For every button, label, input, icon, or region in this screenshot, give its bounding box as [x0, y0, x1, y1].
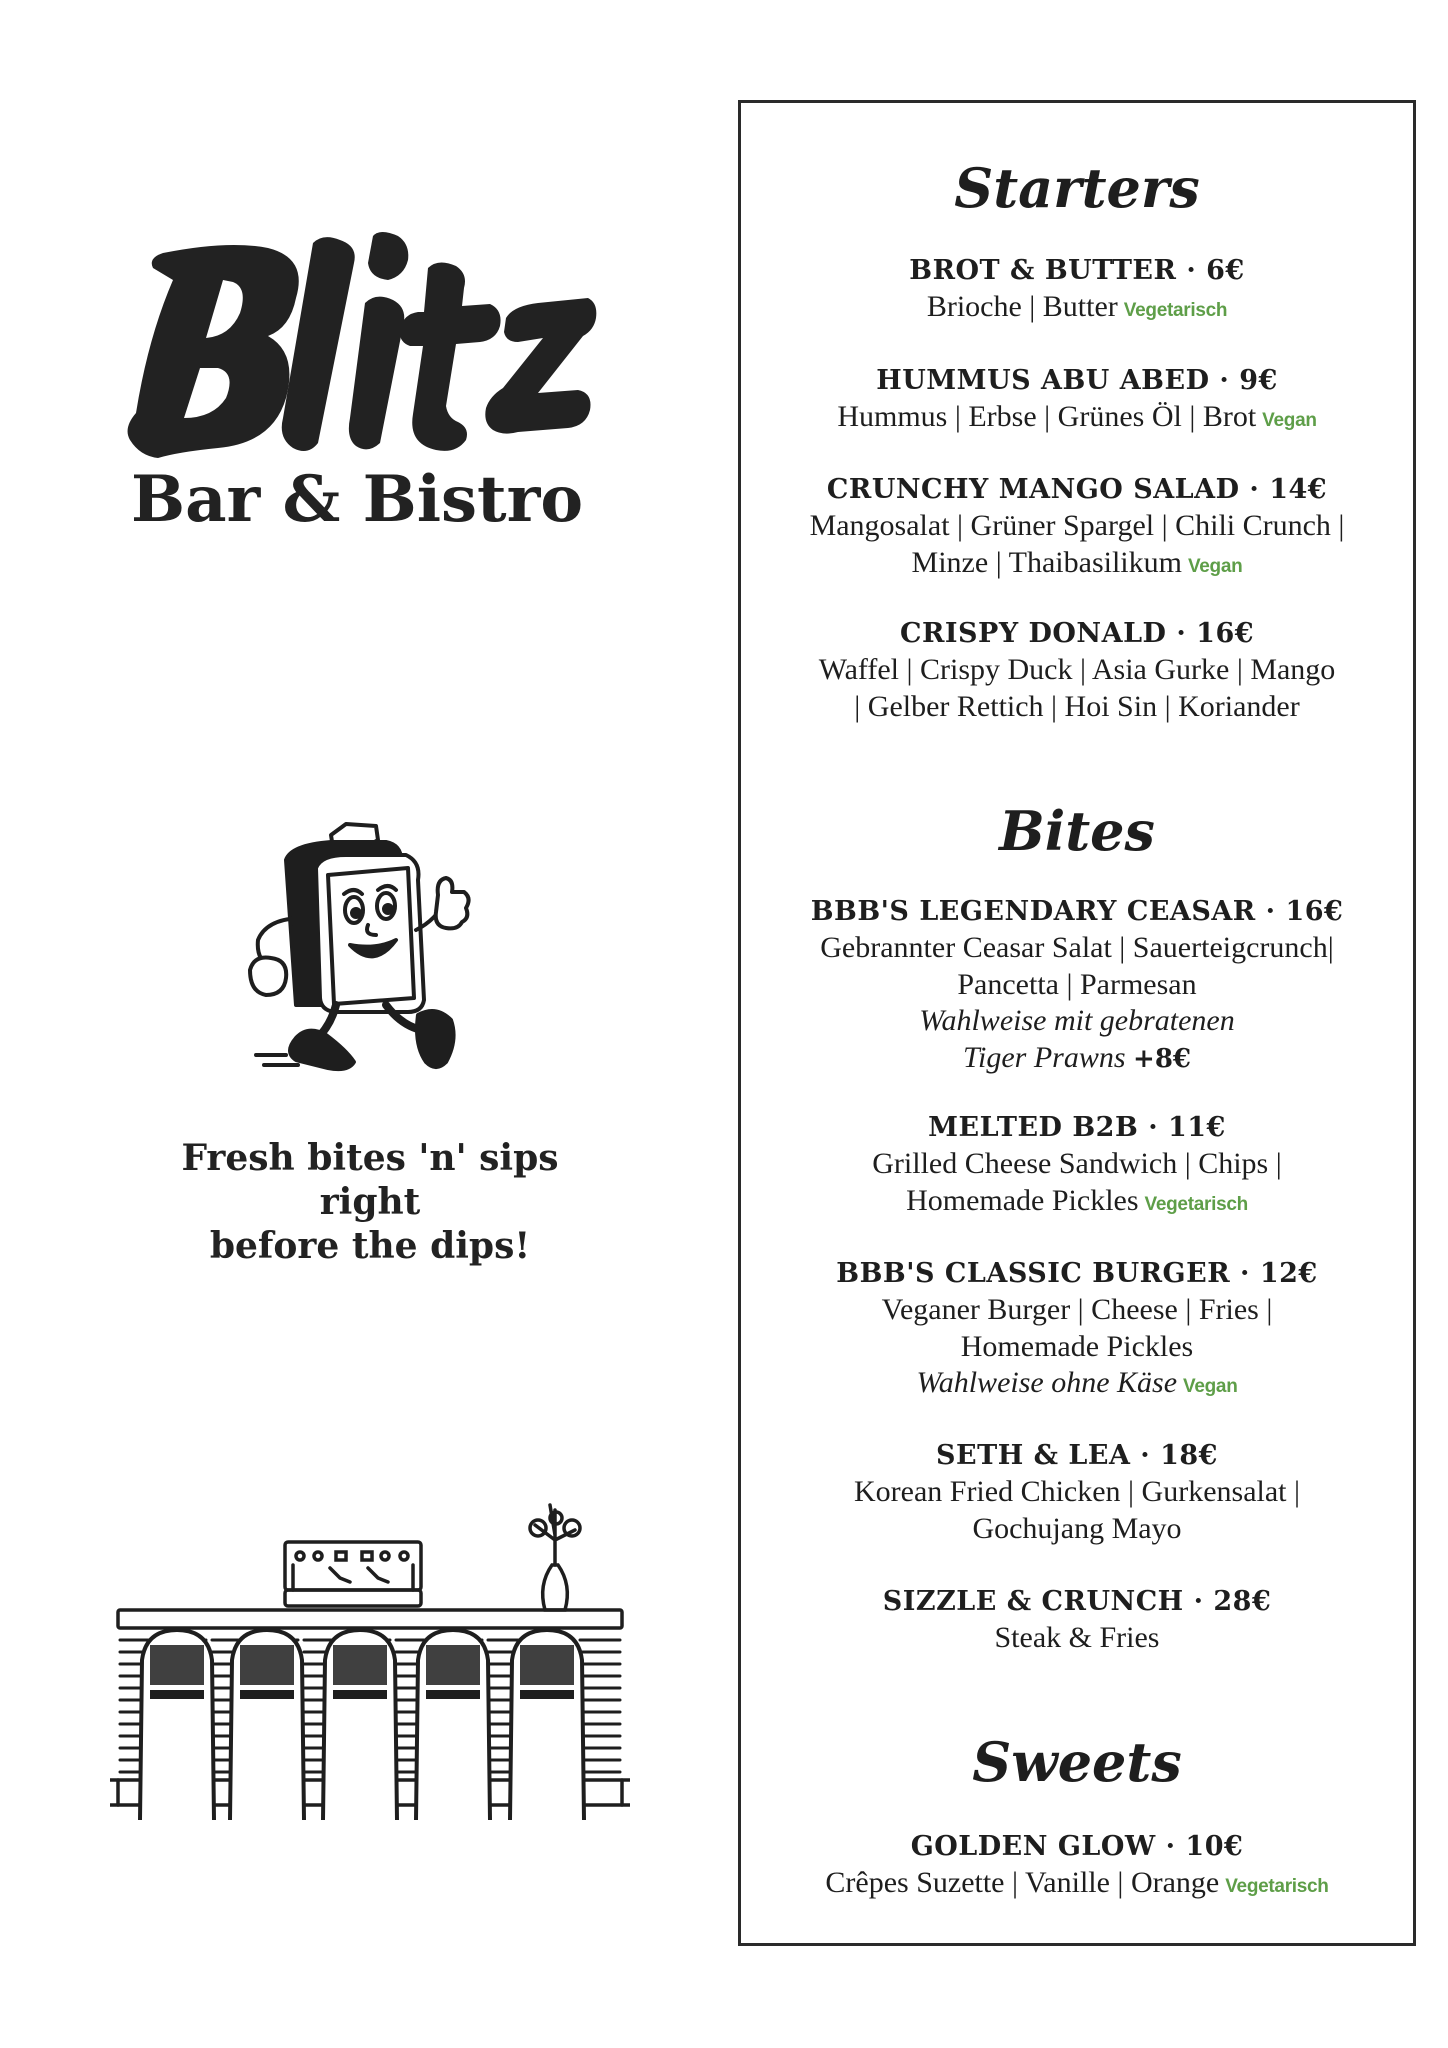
menu-item: [741, 1256, 1413, 1406]
item-description: Pancetta | Parmesan: [957, 967, 1197, 1001]
menu-item: [741, 1438, 1413, 1547]
menu-panel: [738, 100, 1416, 1946]
item-description: Hummus | Erbse | Grünes Öl | Brot Vegan: [837, 400, 1317, 433]
menu-item: [741, 1584, 1413, 1657]
menu-item: [741, 616, 1413, 725]
logo-subtitle: Bar & Bistro: [130, 462, 584, 537]
item-description: | Gelber Rettich | Hoi Sin | Koriander: [854, 689, 1300, 723]
item-description: Grilled Cheese Sandwich | Chips |: [872, 1147, 1282, 1180]
item-name: HUMMUS ABU ABED · 9€: [876, 365, 1278, 396]
item-name: BROT & BUTTER · 6€: [909, 255, 1245, 286]
section-title: Sweets: [972, 1730, 1182, 1794]
item-description: Gochujang Mayo: [972, 1511, 1182, 1545]
toast-mascot-illustration: [236, 800, 486, 1090]
item-description: Crêpes Suzette | Vanille | Orange Vegetarisch: [825, 1866, 1329, 1899]
diet-tag: Vegan: [1262, 410, 1317, 431]
section-starters: [741, 153, 1413, 223]
item-name: CRUNCHY MANGO SALAD · 14€: [826, 474, 1328, 505]
item-name: MELTED B2B · 11€: [928, 1112, 1226, 1143]
menu-item: [741, 472, 1413, 585]
item-description: Veganer Burger | Cheese | Fries |: [881, 1293, 1273, 1326]
menu-item: [741, 894, 1413, 1077]
item-description: Steak & Fries: [994, 1621, 1160, 1654]
diet-tag: Vegetarisch: [1123, 300, 1228, 321]
bar-counter-illustration: [110, 1490, 630, 1830]
menu-item: [741, 1110, 1413, 1223]
diet-tag: Vegetarisch: [1144, 1193, 1248, 1215]
section-sweets: [741, 1727, 1413, 1797]
diet-tag: Vegan: [1183, 1376, 1238, 1397]
section-title: Starters: [954, 156, 1200, 220]
item-option: Wahlweise ohne Käse Vegan: [916, 1366, 1238, 1399]
section-title: Bites: [999, 799, 1155, 863]
tagline: [130, 1136, 610, 1268]
menu-item: [741, 363, 1413, 440]
diet-tag: Vegan: [1187, 555, 1243, 577]
item-option: Tiger Prawns +8€: [962, 1040, 1191, 1074]
item-description: Minze | Thaibasilikum Vegan: [911, 545, 1243, 579]
item-description: Mangosalat | Grüner Spargel | Chili Crunch |: [809, 509, 1345, 542]
extra-price: +8€: [1133, 1043, 1191, 1074]
item-name: BBB'S LEGENDARY CEASAR · 16€: [810, 896, 1344, 927]
blitz-logo: [118, 218, 598, 458]
item-description: Homemade Pickles: [960, 1329, 1194, 1363]
item-description: Brioche | Butter Vegetarisch: [926, 290, 1228, 323]
item-name: SETH & LEA · 18€: [936, 1440, 1218, 1471]
menu-item: [741, 1829, 1413, 1906]
menu-item: [741, 253, 1413, 330]
tagline-line-2: before the dips!: [209, 1225, 531, 1267]
stool: [140, 1630, 214, 1820]
item-name: BBB'S CLASSIC BURGER · 12€: [836, 1258, 1318, 1289]
item-name: CRISPY DONALD · 16€: [899, 618, 1255, 649]
item-name: GOLDEN GLOW · 10€: [910, 1831, 1244, 1862]
item-option: Wahlweise mit gebratenen: [919, 1004, 1235, 1037]
item-description: Waffel | Crispy Duck | Asia Gurke | Mango: [818, 653, 1336, 686]
item-description: Korean Fried Chicken | Gurkensalat |: [853, 1475, 1301, 1508]
tagline-line-1: Fresh bites 'n' sips right: [181, 1137, 559, 1223]
diet-tag: Vegetarisch: [1225, 1876, 1329, 1897]
item-name: SIZZLE & CRUNCH · 28€: [882, 1586, 1272, 1617]
item-description: Gebrannter Ceasar Salat | Sauerteigcrunch|: [820, 931, 1334, 964]
section-bites: [741, 796, 1413, 866]
item-description: Homemade Pickles Vegetarisch: [906, 1183, 1248, 1217]
